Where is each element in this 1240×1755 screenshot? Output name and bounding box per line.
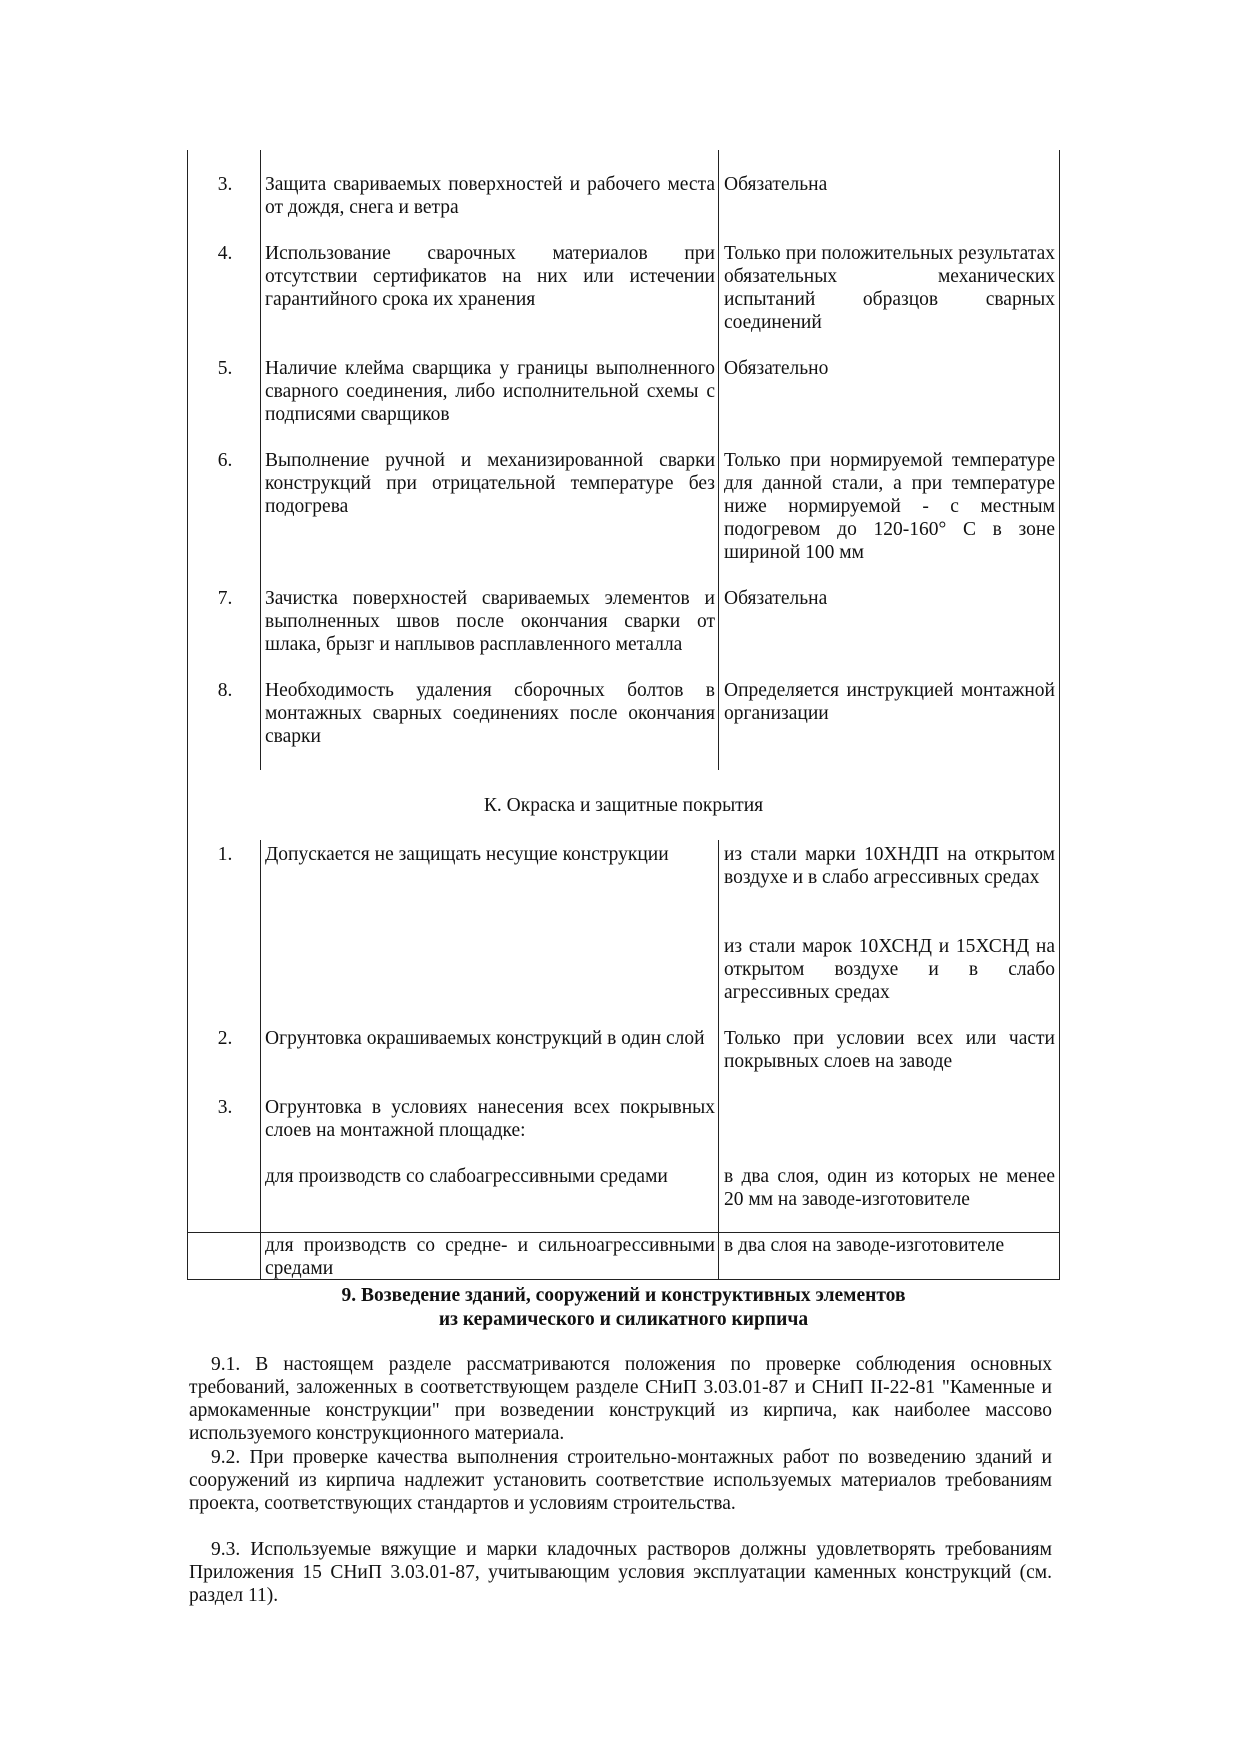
condition-text: Обязательна [724,588,828,609]
table-col2-divider-top [718,150,719,770]
requirement-text: Выполнение ручной и механизированной сварки конструкций при отрицательной температуре без подогрева [265,450,715,517]
table-left-border [187,150,188,1280]
row-number: 7. [217,588,233,609]
table-right-border [1059,150,1060,1280]
requirement-text: Зачистка поверхностей свариваемых элементов и выполненных швов после окончания сварки от шлака, брызг и наплывов расплавленного металла [265,588,715,655]
row-number: 8. [217,680,233,701]
row-number: 3. [217,174,233,195]
table-col2-divider-bottom [718,840,719,1280]
table-row-divider [187,1232,1060,1233]
row-number: 2. [217,1028,233,1049]
condition-text-alt: из стали марок 10ХСНД и 15ХСНД на открытом воздухе и в слабо агрессивных средах [724,936,1055,1003]
condition-text: в два слоя на заводе-изготовителе [724,1235,1005,1256]
section-k-title: К. Окраска и защитные покрытия [483,795,764,816]
requirement-text: для производств со слабоагрессивными средами [265,1166,668,1187]
condition-text: из стали марки 10ХНДП на открытом воздухе и в слабо агрессивных средах [724,844,1055,888]
condition-text: Определяется инструкцией монтажной организации [724,680,1055,724]
condition-text: Обязательна [724,174,828,195]
paragraph: 9.2. При проверке качества выполнения строительно-монтажных работ по возведению зданий и сооружений из кирпича надлежит установить соответствие используемых материалов требованиям проекта, соответствующих стандартов и условиям строительства. [189,1447,1052,1514]
condition-text: Обязательно [724,358,829,379]
section-heading [187,1284,1060,1332]
row-number: 4. [217,243,233,264]
requirement-text: Защита свариваемых поверхностей и рабочего места от дождя, снега и ветра [265,174,715,218]
paragraph: 9.3. Используемые вяжущие и марки кладочных растворов должны удовлетворять требованиям Приложения 15 СНиП 3.03.01-87, учитывающим условия эксплуатации каменных конструкций (см. раздел 11). [189,1539,1052,1606]
requirement-text: Огрунтовка окрашиваемых конструкций в один слой [265,1028,705,1049]
paragraph: 9.1. В настоящем разделе рассматриваются положения по проверке соблюдения основных требований, заложенных в соответствующем разделе СНиП 3.03.01-87 и СНиП II-22-81 "Каменные и армокаменные конструкции" при возведении конструкций из кирпича, как наиболее массово используемого конструкционного материала. [189,1354,1052,1444]
requirement-text: для производств со средне- и сильноагрессивными средами [265,1235,715,1279]
table-col1-divider-top [260,150,261,770]
row-number: 3. [217,1097,233,1118]
section-heading-line1: 9. Возведение зданий, сооружений и конструктивных элементов [341,1285,906,1306]
requirement-text: Огрунтовка в условиях нанесения всех покрывных слоев на монтажной площадке: [265,1097,715,1141]
row-number: 1. [217,844,233,865]
requirement-text: Допускается не защищать несущие конструкции [265,844,669,865]
requirement-text: Необходимость удаления сборочных болтов в монтажных сварных соединениях после окончания сварки [265,680,715,747]
row-number: 5. [217,358,233,379]
condition-text: Только при нормируемой температуре для данной стали, а при температуре ниже нормируемой - с местным подогревом до 120-160° С в зоне шириной 100 мм [724,450,1055,563]
condition-text: в два слоя, один из которых не менее 20 мм на заводе-изготовителе [724,1166,1055,1210]
condition-text: Только при условии всех или части покрывных слоев на заводе [724,1028,1055,1072]
requirement-text: Использование сварочных материалов при отсутствии сертификатов на них или истечении гарантийного срока их хранения [265,243,715,310]
section-heading-line2: из керамического и силикатного кирпича [438,1309,809,1330]
table-col1-divider-bottom [260,840,261,1280]
condition-text: Только при положительных результатах обязательных механических испытаний образцов сварных соединений [724,243,1055,333]
row-number: 6. [217,450,233,471]
requirement-text: Наличие клейма сварщика у границы выполненного сварного соединения, либо исполнительной схемы с подписями сварщиков [265,358,715,425]
